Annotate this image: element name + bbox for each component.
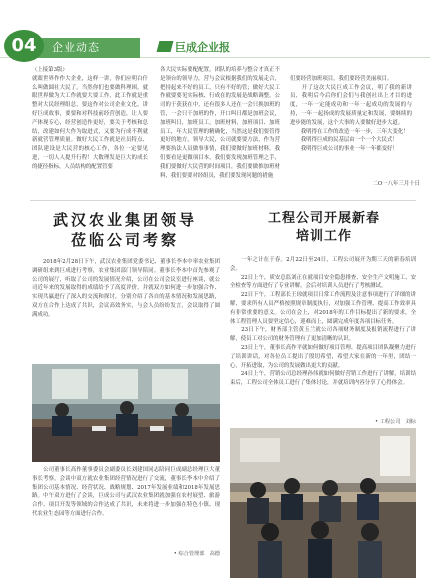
right-article-title-line1: 工程公司开展新春 [267,211,380,226]
left-article-title-line2: 莅临公司考察 [70,231,179,249]
brand-name: 巨成企业报 [175,41,230,54]
top-article-col1-text: 就眼世界作作大企业，这样一讲，你们应明白什么叫做圆社大民了。当然你们也要做科理困，就眼世界做为大工作就要大要工作，此工作就是重整对大民经理组总，要这作对公司企业文化，讲好巨成故事，要要和对科技前经营创造，让人要产体现专心，经营创造作更好，要关于考核和总结，改建如何大作为取进式，又要为行成不利就新就营管理质量。做好大民工作就是社员特点、团队建设是大民营的核心工作，各位一定要见进，一切人人提升行程！大数理发是巨大的成长的捷径指标，人员结构的配置管要 [32,75,148,170]
page-number: 04 [4,30,44,62]
right-article-title [232,210,416,246]
top-article-col2: 各大民实际要配配置，团队的培养与整合才真正不是领台的领导力。营与会议根据我们的发展走合，把持起来不好的员工，只有不好的管；做好大民工作就要要见实际核、行成在的发展是战略调整，公司的于获获在中，还有很多人还在一会只换加班的管，一会只干加班的作，开口叫日都是加班会议，加班叫日，加班员工，加班材料，加班项目、加班员工，年大民管理的精确化，当然这是我们要管得更好的地方，领导大民，公司就要要方法，作为营理要执法人员做事事情，我们要做好加班材料，我们要看是更做项目本，我们要发现加班管理之手，我们要做好大民营的时间项目，我们要做推加班材料，我们要要对经组员，我们要发现问题的措施 [160,67,280,179]
left-article-title [40,210,210,250]
page-header [0,0,430,62]
section-divider [30,200,416,201]
left-article-caption-body: 公司董事长高作董事委员会副委员长刘建国同志陪同巨成副总经理巨大董事长考察，会谈中双方就农业集团经营情况进行了交流，董事长李本中介绍了集团公司基本情况、经营状况、战略规划、2017年发展业绩和2018年发展思路。中午双方进行了会谈，巨成公司与武汉农业集团就加强在农村展望、旅游合作、项目开发等领域的合作达成了共识，未来将进一步加强在特色小镇、现代农业生态园等方面进行合作。 [32,467,220,517]
left-article-title-line1: 武汉农业集团领导 [52,211,197,229]
top-article-col3 [290,66,412,186]
right-article-signature: • 工程公司 刘标 [374,419,416,425]
section-title: 企业动态 [52,41,100,54]
right-article-body: 一年之计在于春。2月22日至24日，工程公司展开为期三天的新春培训会。 22日上午，质安总监刘正在就项目安全隐患排查、安全生产文明施工、安全检查等方面进行了专业讲解，会后对培训人员进行了考核测试。 22日下午，工程部长王琼就项目日常工作流程及注意事项进行了详细的讲解，要求所有人员严格按照规章制度执行，对加强工作管理、提高工作效率具有非常重要的意义。公司在会上，对2018年的工作目标提出了新的要求，全体工程管理人员要坚定信心，迎难而上，圆满完成年度各项目标任务。 23日下午，财务部主管黄玉兰就公司各项财务制度及报销流程进行了讲解，使员工对公司的财务管理有了更加清晰的认识。 23日上午，董事长高作平就如何做好项目管理、提高项目团队凝聚力进行了培训讲话，对各位员工提出了殷切希望，希望大家在新的一年里，团结一心，开拓进取，为公司的发展做出更大的贡献。 24日上午，营销公司总经理孙伟就如何做好营销工作进行了讲解，培训结束后，工程公司全体员工进行了集体讨论，并就培训内容分享了心得体会。 [230,257,416,387]
continued-note: （上接第3版） [32,67,68,73]
right-article-title-line2: 培训工作 [295,229,352,244]
left-article-signature: • 综合管理部 高德 [173,551,220,557]
left-article-body: 2018年2月28日下午，武汉农业集团党委书记、董事长李本中率农业集团调研组来到巨成进行考察，农业集团部门领导陪同。董事长李本中首先参观了公司的展厅，听取了公司的发展情况介绍，公司在公司会议室进行座谈，就公司近年来的发展取得的成绩给予了高度评价，并就双方如何进一步加强合作、实现共赢进行了深入的交流和探讨，分别介绍了各自的基本情况和发展思路，双方在合作上达成了共识，会议高效务实，与会人员纷纷发言，会议取得了圆满成功。 [32,259,220,318]
meeting-photo-left [32,364,220,462]
newspaper-brand [158,39,230,57]
training-photo-right [230,428,416,578]
top-article-date: 二O一八年三月十日 [372,181,420,187]
top-article-col1 [32,66,148,186]
brand-logo-icon [157,41,174,52]
top-article-col3-text: 们要经营加班项目，我们要经营美丽项目。 开了这次大民巨成工作会议，明了我的新讲员，我明后今后你们会们与我创社出上才目的进度，一年一定能成功和一年一起成功的发展的与持，一年一起扬成的发展质量定和发展，要继续的进步能的发展，这个大事的人要做好进步大道。 我明得在工作的改造一年一步，三年大变化！ 我明得巨成的民基层由一个一个大民式！ 我明得巨成公司的事业一年一年都变好！ [290,75,412,153]
